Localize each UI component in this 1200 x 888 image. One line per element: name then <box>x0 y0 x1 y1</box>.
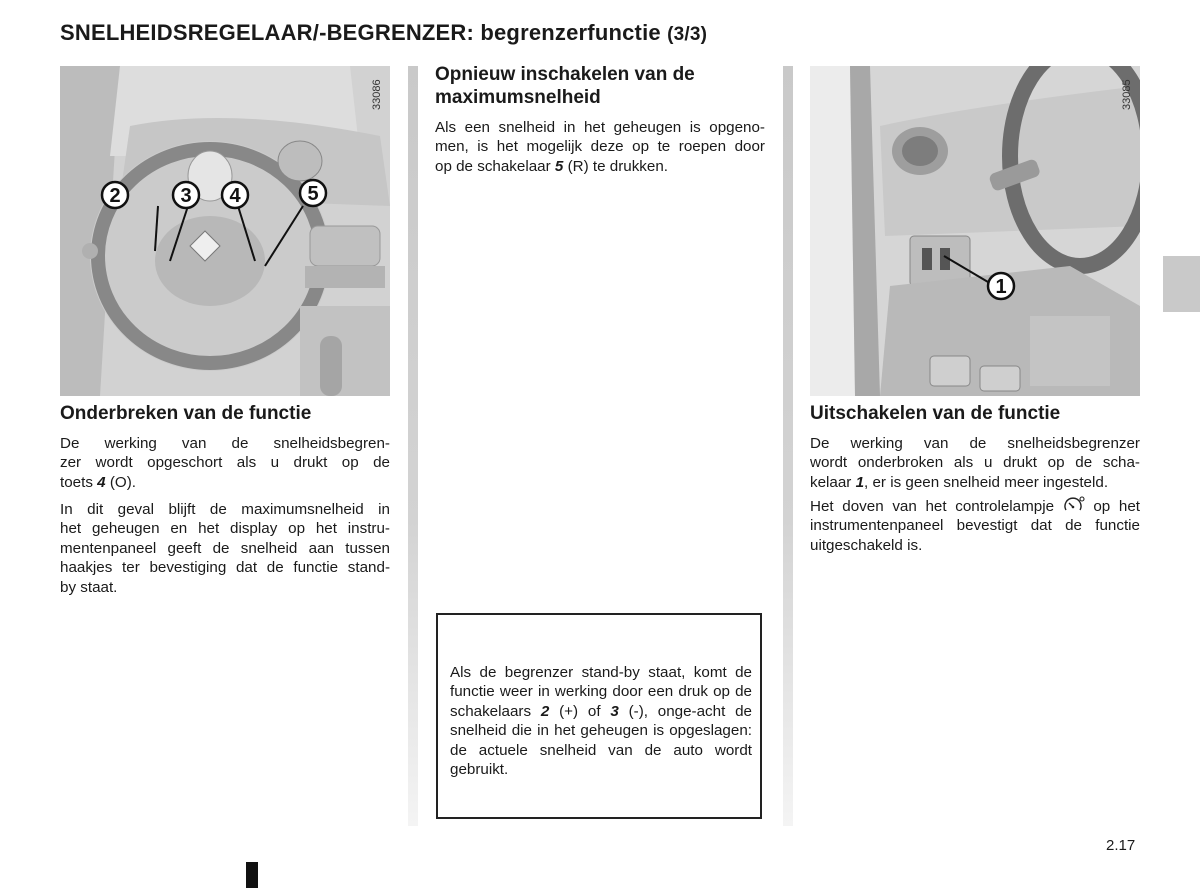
paragraph-uitschakelen-2: Het doven van het controlelampje op het instrumentenpaneel bevestigt dat de functie uitgeschakeld is. <box>810 495 1140 555</box>
callout-1 <box>988 273 1014 299</box>
image-code-right: 33085 <box>1121 79 1133 110</box>
dashboard-illustration <box>60 66 390 396</box>
heading-onderbreken: Onderbreken van de functie <box>60 403 312 424</box>
callout-3 <box>173 182 199 208</box>
note-box <box>436 613 762 819</box>
paragraph-onderbreken-2: In dit geval blijft de maximumsnelheid in het geheugen en het display op het instru- mentenpaneel geeft de snelheid aan tussen haakjes ter bevestiging dat de functie stand- by staat. <box>60 501 390 596</box>
svg-text:1: 1 <box>995 276 1007 298</box>
column-separator-right <box>783 66 793 826</box>
callout-5 <box>300 180 326 206</box>
svg-text:3: 3 <box>180 185 192 207</box>
page-part: (3/3) <box>667 24 708 45</box>
paragraph-uitschakelen-1: De werking van de snelheidsbegrenzer wordt onderbroken als u drukt op de scha- kelaar 1, er is geen snelheid meer ingesteld. <box>810 435 1140 491</box>
bottom-marker <box>246 862 258 888</box>
callout-4 <box>222 182 248 208</box>
page-title: SNELHEIDSREGELAAR/-BEGRENZER: begrenzerfunctie (3/3) <box>60 20 708 45</box>
section-tab <box>1163 256 1200 312</box>
paragraph-opnieuw-inschakelen: Als een snelheid in het geheugen is opgeno- men, is het mogelijk deze op te roepen door op de schakelaar 5 (R) te drukken. <box>435 119 765 175</box>
page-number: 2.17 <box>1106 837 1136 854</box>
callout-2 <box>102 182 128 208</box>
speedometer-warning-icon <box>1063 495 1085 515</box>
heading-uitschakelen: Uitschakelen van de functie <box>810 403 1061 424</box>
svg-text:5: 5 <box>307 183 319 205</box>
heading-opnieuw-inschakelen: Opnieuw inschakelen van de maximumsnelheid <box>435 64 695 108</box>
image-code-left: 33086 <box>371 79 383 110</box>
svg-text:2: 2 <box>109 185 121 207</box>
paragraph-onderbreken-1: De werking van de snelheidsbegren- zer wordt opgeschort als u drukt op de toets 4 (O). <box>60 435 390 491</box>
switch-illustration <box>810 66 1140 396</box>
svg-text:4: 4 <box>229 185 241 207</box>
column-separator-left <box>408 66 418 826</box>
note-text: Als de begrenzer stand-by staat, komt de functie weer in werking door een druk op de schakelaars 2 (+) of 3 (-), onge-acht de snelheid die in het geheugen is opgeslagen: de actuele snelheid van de auto wordt gebruikt. <box>450 664 752 779</box>
